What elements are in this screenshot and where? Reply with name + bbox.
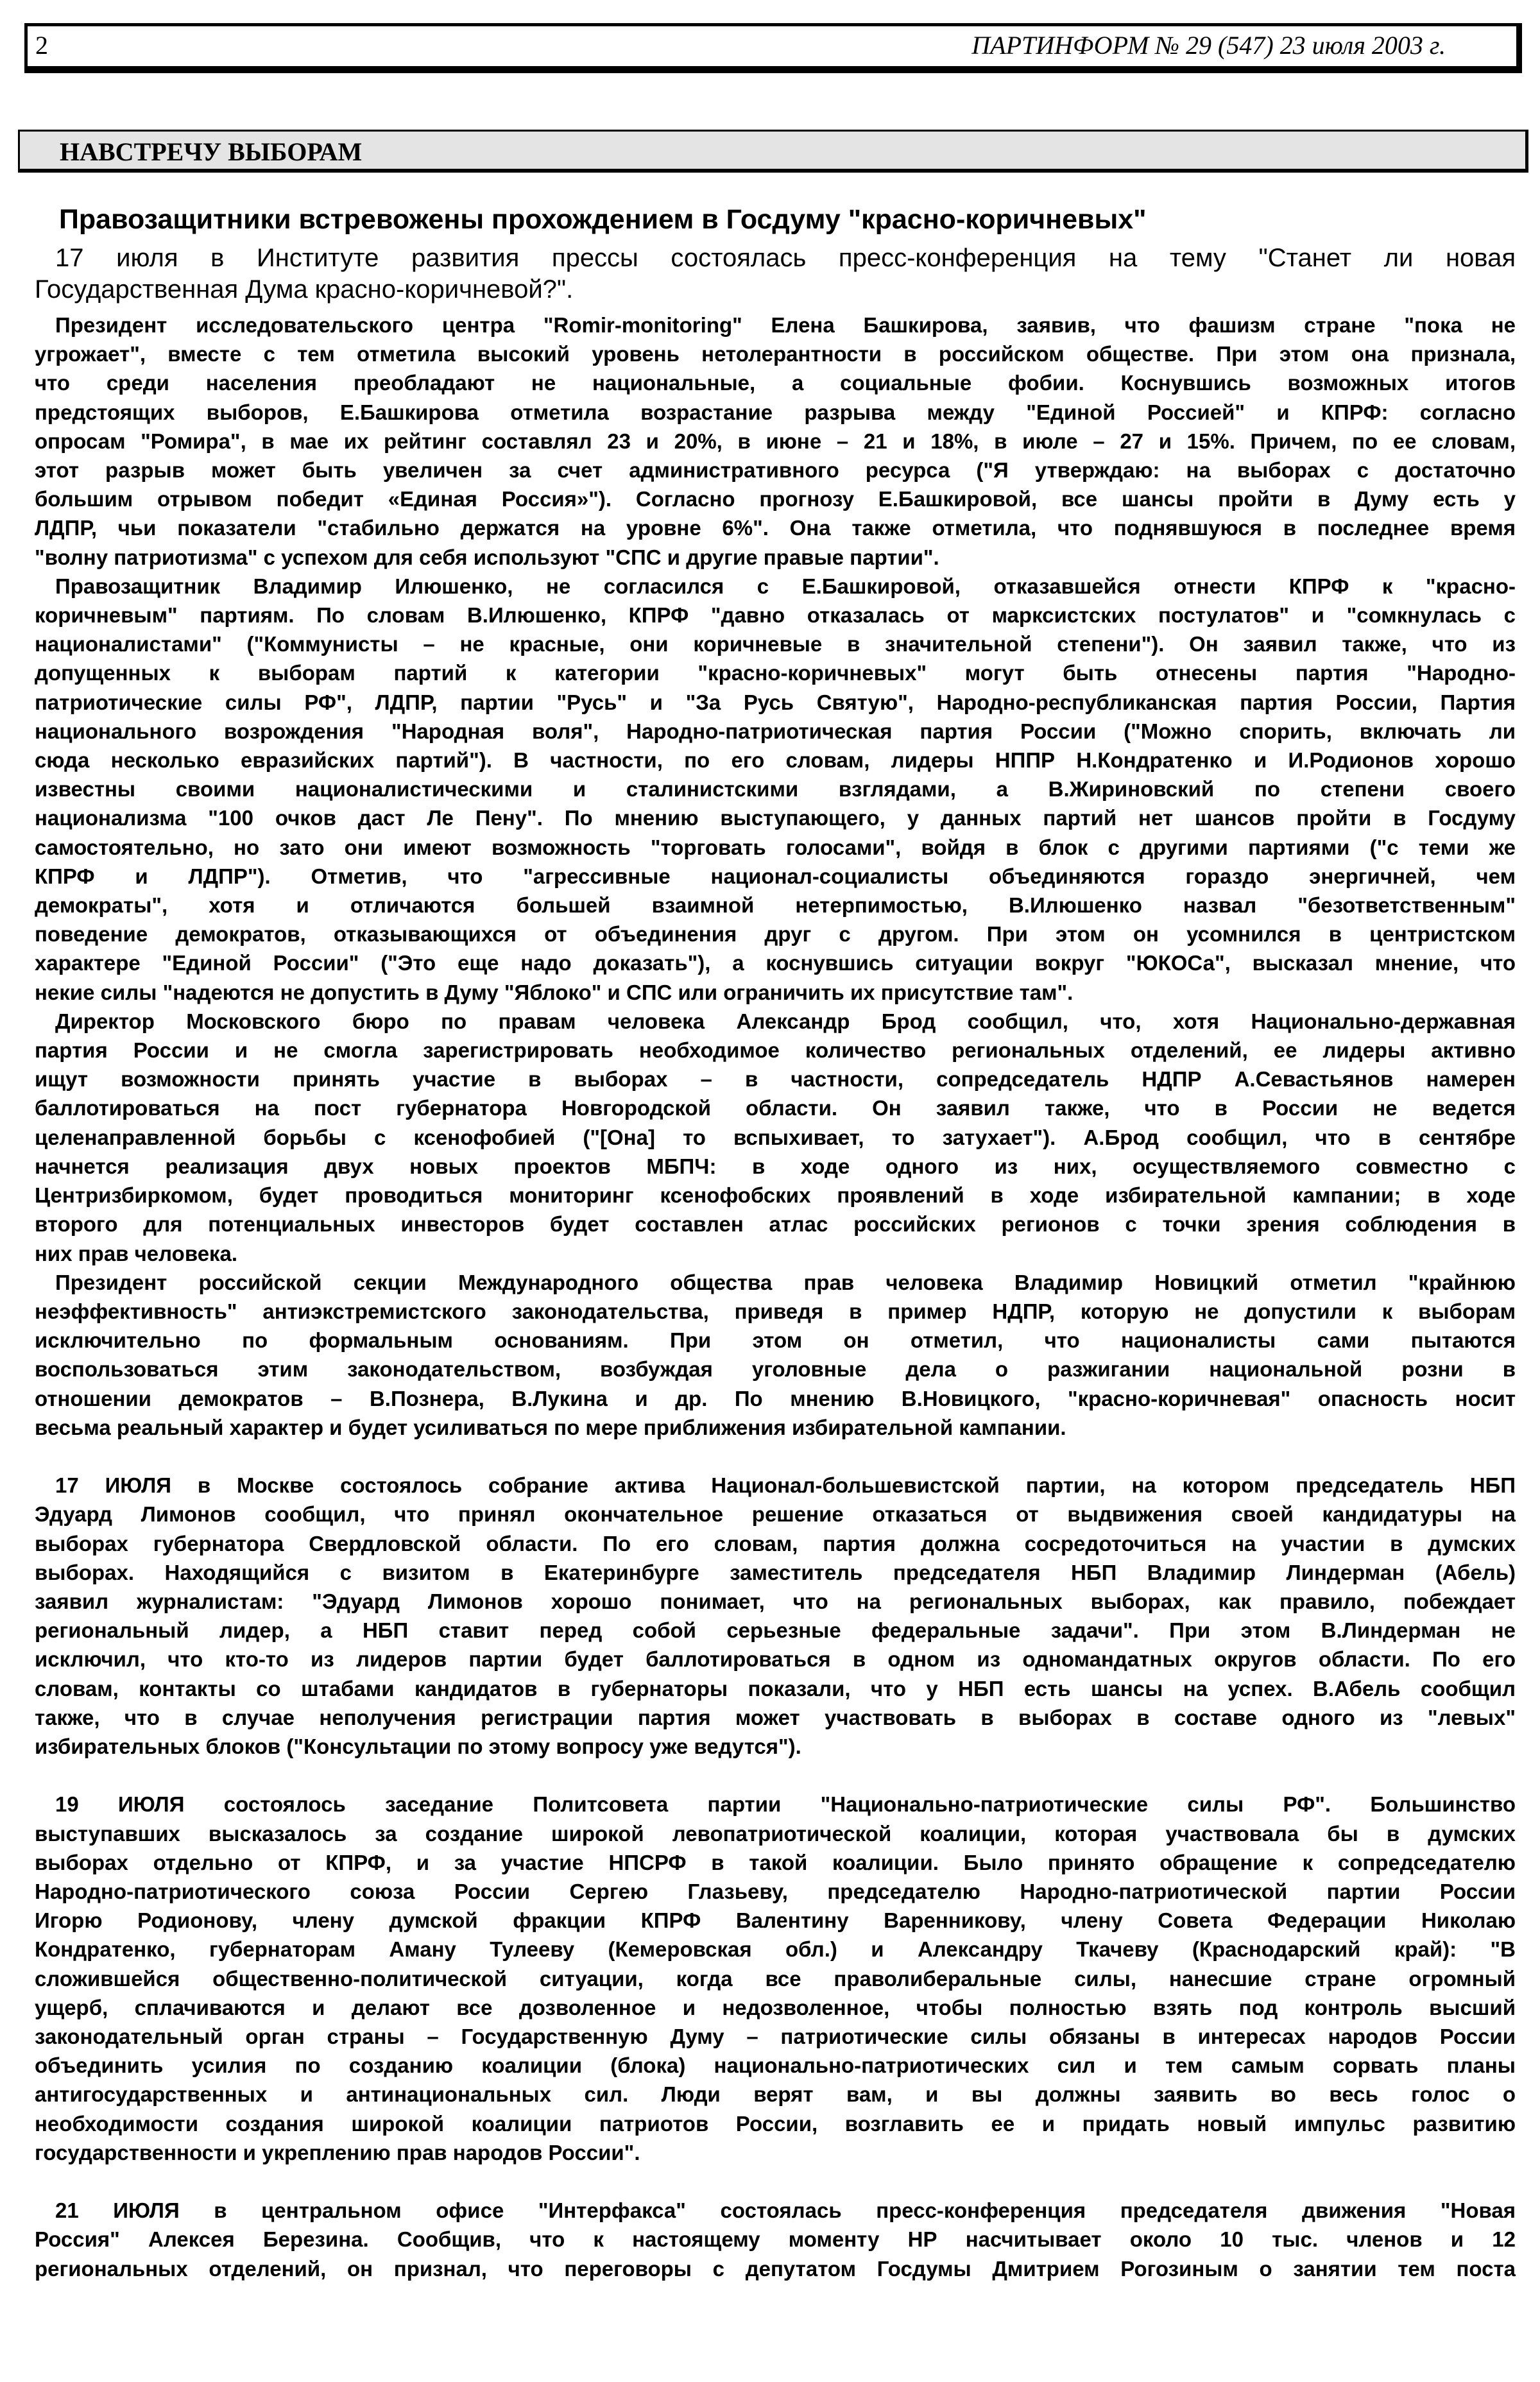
intro-line: Государственная Дума красно-коричневой?". — [35, 275, 574, 304]
text-line: выборах губернатора Свердловской области. По его словам, партия должна сосредоточиться на участии в думских — [35, 1531, 1516, 1555]
news-item — [35, 1471, 1516, 1761]
page-header — [24, 23, 1522, 73]
intro-line: 17 июля в Институте развития прессы состоялась пресс-конференция на тему "Станет ли новая — [55, 244, 1516, 272]
text-line: исключил, что кто-то из лидеров партии будет баллотироваться в одном из одномандатных округов области. По его — [35, 1647, 1516, 1672]
text-line: заявил журналистам: "Эдуард Лимонов хорошо понимает, что на региональных выборах, как правило, побеждает — [35, 1589, 1516, 1613]
news-items — [35, 1471, 1516, 2283]
text-line: что среди населения преобладают не национальные, а социальные фобии. Коснувшись возможных итогов — [35, 371, 1516, 395]
news-item — [35, 1790, 1516, 2167]
text-line: 19 ИЮЛЯ состоялось заседание Политсовета партии "Национально-патриотические силы РФ". Большинство — [55, 1792, 1516, 1817]
text-line: Президент российской секции Международного общества прав человека Владимир Новицкий отметил "крайнюю — [55, 1270, 1516, 1294]
text-line: сложившейся общественно-политической ситуации, когда все праволиберальные силы, нанесшие стране огромный — [35, 1966, 1516, 1991]
text-line: "волну патриотизма" с успехом для себя используют "СПС и другие правые партии". — [35, 545, 939, 569]
section-title: НАВСТРЕЧУ ВЫБОРАМ — [60, 137, 363, 166]
text-line: сюда несколько евразийских партий"). В частности, по его словам, лидеры НППР Н.Кондратенко и И.Родионов хорошо — [35, 748, 1516, 773]
page-number: 2 — [35, 31, 48, 60]
text-line: ущерб, сплачиваются и делают все дозволенное и недозволенное, чтобы полностью взять под контроль высший — [35, 1995, 1516, 2019]
paragraph — [35, 1268, 1516, 1442]
text-line: демократы", хотя и отличаются большей взаимной нетерпимостью, В.Илюшенко назвал "безответственным" — [35, 893, 1516, 918]
text-line: Президент исследовательского центра "Romir-monitoring" Елена Башкирова, заявив, что фашизм стране "пока не — [55, 313, 1516, 337]
article-intro — [35, 243, 1516, 305]
text-line: Россия" Алексея Березина. Сообщив, что к настоящему моменту НР насчитывает около 10 тыс. членов и 12 — [35, 2227, 1516, 2252]
article-title: Правозащитники встревожены прохождением в Госдуму "красно-коричневых" — [59, 204, 1147, 235]
text-line: воспользоваться этим законодательством, возбуждая уголовные дела о разжигании национальной розни в — [35, 1357, 1516, 1382]
text-line: известны своими националистическими и сталинистскими взглядами, а В.Жириновский по степени своего — [35, 777, 1516, 801]
text-line: КПРФ и ЛДПР"). Отметив, что "агрессивные национал-социалисты объединяются гораздо энергичней, чем — [35, 864, 1516, 888]
paragraph — [35, 1007, 1516, 1268]
text-line: словам, контакты со штабами кандидатов в губернаторы показали, что у НБП есть шансы на успех. В.Абель сообщил — [35, 1676, 1516, 1701]
text-line: региональных отделений, он признал, что переговоры с депутатом Госдумы Дмитрием Рогозиным о занятии тем поста — [35, 2256, 1516, 2281]
text-line: ЛДПР, чьи показатели "стабильно держатся на уровне 6%". Она также отметила, что поднявшуюся в последнее время — [35, 516, 1516, 540]
text-line: необходимости создания широкой коалиции патриотов России, возглавить ее и придать новый импульс развитию — [35, 2111, 1516, 2136]
text-line: исключительно по формальным основаниям. При этом он отметил, что националисты сами пытаются — [35, 1328, 1516, 1353]
text-line: начнется реализация двух новых проектов МБПЧ: в ходе одного из них, осуществляемого совместно с — [35, 1154, 1516, 1178]
text-line: антигосударственных и антинациональных сил. Люди верят вам, и вы должны заявить во весь голос о — [35, 2082, 1516, 2107]
text-line: характере "Единой России" ("Это еще надо доказать"), а коснувшись ситуации вокруг "ЮКОСа", высказал мнение, что — [35, 951, 1516, 975]
text-line: поведение демократов, отказывающихся от объединения друг с другом. При этом он усомнился в центристском — [35, 922, 1516, 947]
text-line: объединить усилия по созданию коалиции (блока) национально-патриотических сил и тем самым сорвать планы — [35, 2053, 1516, 2078]
text-line: угрожает", вместе с тем отметила высокий уровень нетолерантности в российском обществе. При этом она признала, — [35, 342, 1516, 366]
text-line: выборах. Находящийся с визитом в Екатеринбурге заместитель председателя НБП Владимир Линдерман (Абель) — [35, 1560, 1516, 1584]
text-line: этот разрыв может быть увеличен за счет административного ресурса ("Я утверждаю: на выборах с достаточно — [35, 458, 1516, 483]
text-line: допущенных к выборам партий к категории "красно-коричневых" могут быть отнесены партия "Народно- — [35, 661, 1516, 685]
article-paragraphs — [35, 311, 1516, 1442]
text-line: государственности и укреплению прав народов России". — [35, 2140, 640, 2164]
text-line: отношении демократов – В.Познера, В.Лукина и др. По мнению В.Новицкого, "красно-коричневая" опасность носит — [35, 1386, 1516, 1410]
article-body — [35, 243, 1516, 2283]
text-line: избирательных блоков ("Консультации по этому вопросу уже ведутся"). — [35, 1734, 801, 1758]
text-line: националистами" ("Коммунисты – не красные, они коричневые в значительной степени"). Он заявил также, что из — [35, 632, 1516, 656]
news-item — [35, 2196, 1516, 2283]
text-line: опросам "Ромира", в мае их рейтинг составлял 23 и 20%, в июне – 21 и 18%, в июле – 27 и 15%. Причем, по ее словам, — [35, 429, 1516, 453]
paragraph — [35, 311, 1516, 572]
text-line: партия России и не смогла зарегистрировать необходимое количество региональных отделений, ее лидеры активно — [35, 1038, 1516, 1063]
text-line: большим отрывом победит «Единая Россия»"). Согласно прогнозу Е.Башкировой, все шансы пройти в Думу есть у — [35, 487, 1516, 511]
text-line: 21 ИЮЛЯ в центральном офисе "Интерфакса" состоялась пресс-конференция председателя движения "Новая — [55, 2198, 1516, 2223]
text-line: некие силы "надеются не допустить в Думу "Яблоко" и СПС или ограничить их присутствие там". — [35, 980, 1074, 1004]
text-line: второго для потенциальных инвесторов будет составлен атлас российских регионов с точки зрения соблюдения в — [35, 1212, 1516, 1237]
text-line: Народно-патриотического союза России Сергею Глазьеву, председателю Народно-патриотической партии России — [35, 1879, 1516, 1903]
section-banner — [18, 130, 1528, 173]
text-line: самостоятельно, но зато они имеют возможность "торговать голосами", войдя в блок с другими партиями ("с теми же — [35, 835, 1516, 859]
text-line: ищут возможности принять участие в выборах – в частности, сопредседатель НДПР А.Севастьянов намерен — [35, 1067, 1516, 1092]
publication-issue: ПАРТИНФОРМ № 29 (547) 23 июля 2003 г. — [971, 31, 1446, 60]
text-line: них прав человека. — [35, 1241, 238, 1265]
paragraph — [35, 572, 1516, 1007]
text-line: национального возрождения "Народная воля", Народно-патриотическая партия России ("Можно спорить, включать ли — [35, 719, 1516, 743]
text-line: весьма реальный характер и будет усиливаться по мере приближения избирательной кампании. — [35, 1415, 1066, 1439]
text-line: Правозащитник Владимир Илюшенко, не согласился с Е.Башкировой, отказавшейся отнести КПРФ к "красно- — [55, 574, 1516, 598]
text-line: Директор Московского бюро по правам человека Александр Брод сообщил, что, хотя Национально-державная — [55, 1009, 1516, 1033]
text-line: патриотические силы РФ", ЛДПР, партии "Русь" и "За Русь Святую", Народно-республиканская партия России, Партия — [35, 690, 1516, 714]
text-line: Центризбиркомом, будет проводиться мониторинг ксенофобских проявлений в ходе избирательной кампании; в ходе — [35, 1183, 1516, 1208]
text-line: также, что в случае неполучения регистрации партия может участвовать в выборах в составе одного из "левых" — [35, 1705, 1516, 1729]
text-line: законодательный орган страны – Государственную Думу – патриотические силы обязаны в интересах народов России — [35, 2024, 1516, 2048]
text-line: баллотироваться на пост губернатора Новгородской области. Он заявил также, что в России не ведется — [35, 1096, 1516, 1120]
text-line: национализма "100 очков даст Ле Пену". По мнению выступающего, у данных партий нет шансов пройти в Госдуму — [35, 806, 1516, 830]
text-line: неэффективность" антиэкстремистского законодательства, приведя в пример НДПР, которую не допустили к выборам — [35, 1299, 1516, 1323]
text-line: региональный лидер, а НБП ставит перед собой серьезные федеральные задачи". При этом В.Линдерман не — [35, 1618, 1516, 1643]
text-line: Игорю Родионову, члену думской фракции КПРФ Валентину Варенникову, члену Совета Федерации Николаю — [35, 1908, 1516, 1933]
text-line: 17 ИЮЛЯ в Москве состоялось собрание актива Национал-большевистской партии, на котором председатель НБП — [55, 1473, 1516, 1498]
text-line: предстоящих выборов, Е.Башкирова отметила возрастание разрыва между "Единой Россией" и КПРФ: согласно — [35, 400, 1516, 424]
text-line: коричневым" партиям. По словам В.Илюшенко, КПРФ "давно отказалась от марксистских постулатов" и "сомкнулась с — [35, 603, 1516, 628]
text-line: целенаправленной борьбы с ксенофобией ("[Она] то вспыхивает, то затухает"). А.Брод сообщил, что в сентябре — [35, 1125, 1516, 1149]
text-line: выступавших высказалось за создание широкой левопатриотической коалиции, которая участвовала бы в думских — [35, 1821, 1516, 1846]
text-line: выборах отдельно от КПРФ, и за участие НПСРФ в такой коалиции. Было принято обращение к сопредседателю — [35, 1850, 1516, 1874]
text-line: Эдуард Лимонов сообщил, что принял окончательное решение отказаться от выдвижения своей кандидатуры на — [35, 1502, 1516, 1527]
text-line: Кондратенко, губернаторам Аману Тулееву (Кемеровская обл.) и Александру Ткачеву (Краснодарский край): "В — [35, 1937, 1516, 1962]
